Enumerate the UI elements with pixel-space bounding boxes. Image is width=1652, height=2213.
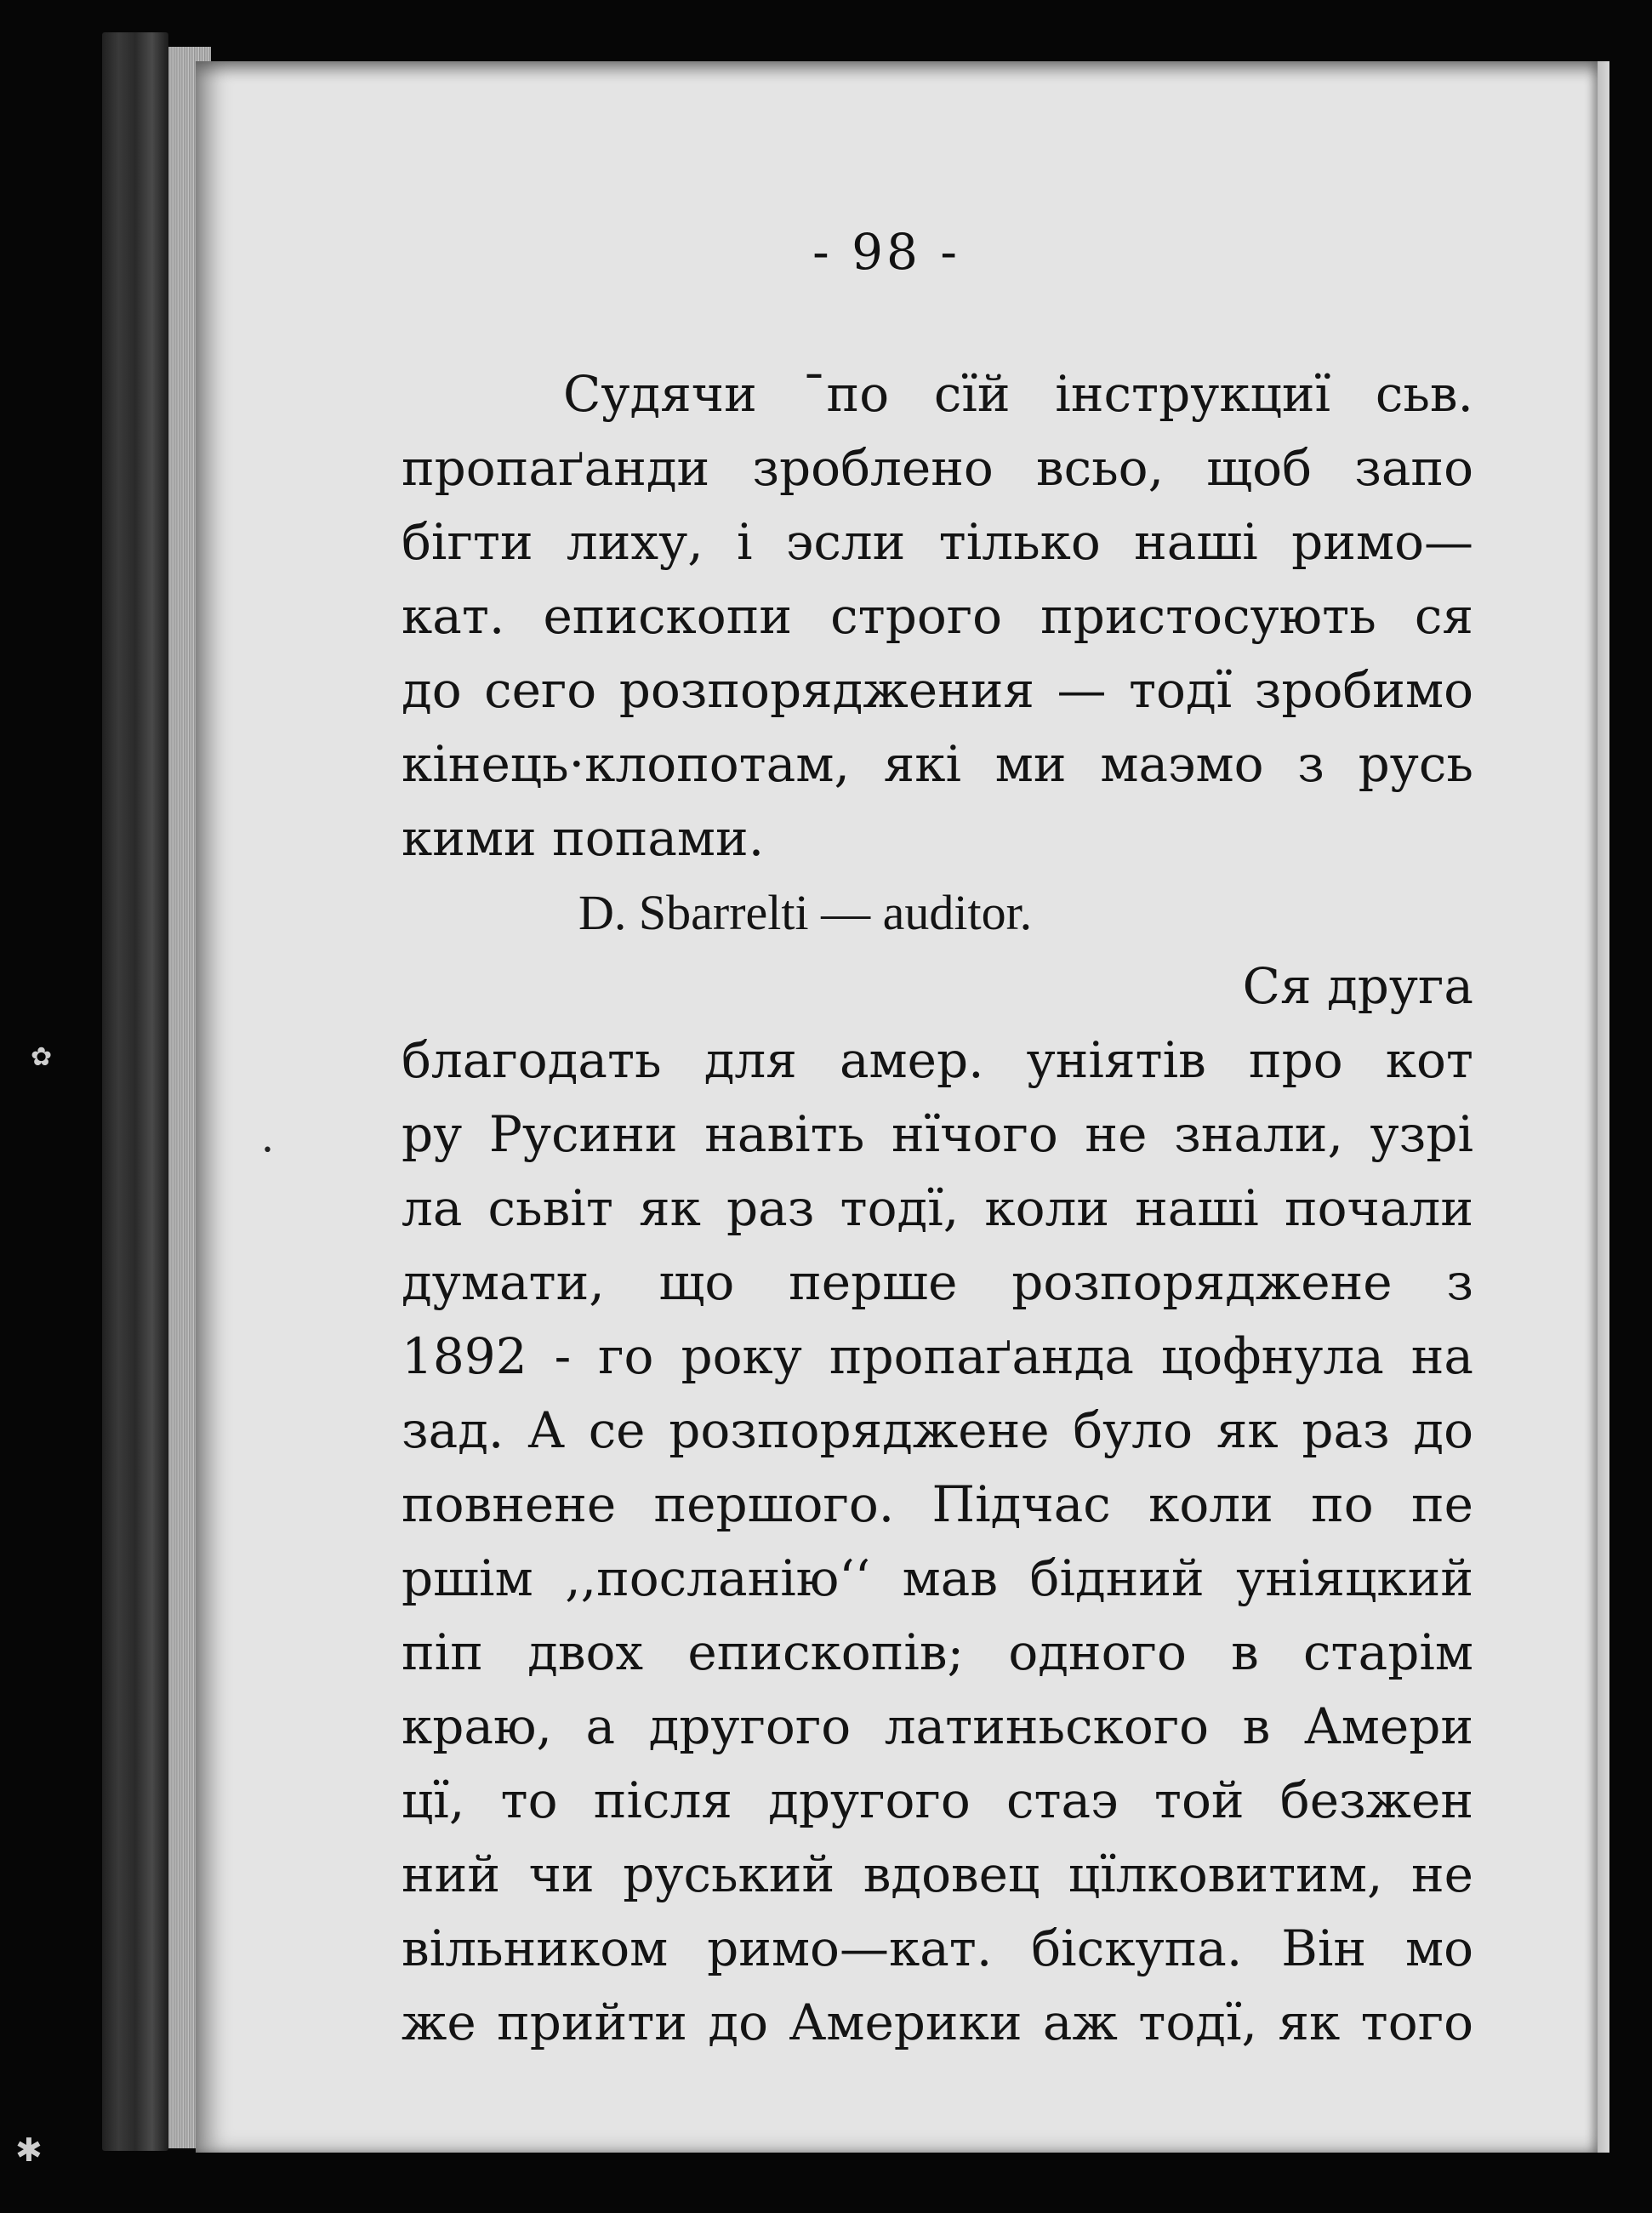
scan-speck-icon: ✿ bbox=[31, 1042, 53, 1072]
text-line: кінець·клопотам, які ми маэмо з русь bbox=[402, 735, 1473, 793]
text-line: кат. епископи строго пристосують ся bbox=[402, 587, 1473, 645]
text-line: бігти лиху, і эсли тілько наші римо— bbox=[402, 513, 1473, 571]
scan-speck-icon: • bbox=[262, 1140, 273, 1161]
text-line: Судячи ¯по сїй інструкциї сьв. bbox=[563, 365, 1473, 423]
text-line: ний чи руський вдовец цїлковитим, не bbox=[402, 1845, 1473, 1903]
text-line: вільником римо—кат. біскупа. Він мо bbox=[402, 1919, 1473, 1977]
text-line: кими попами. bbox=[402, 809, 765, 867]
text-line: ла сьвіт як раз тодї, коли наші почали bbox=[402, 1179, 1473, 1237]
text-line: думати, що перше розпоряджене з bbox=[402, 1253, 1473, 1311]
text-line: Ся друга bbox=[1242, 957, 1473, 1015]
text-line: цї, то після другого стаэ той безжен bbox=[402, 1771, 1473, 1829]
text-line: краю, а другого латиньского в Амери bbox=[402, 1697, 1473, 1755]
text-line: благодать для амер. уніятів про кот bbox=[402, 1031, 1473, 1089]
text-line: до сего розпоряджения — тодї зробимо bbox=[402, 661, 1473, 719]
text-line: ру Русини навіть нїчого не знали, узрі bbox=[402, 1105, 1473, 1163]
text-line: ршім ,,посланію‘‘ мав бідний уніяцкий bbox=[402, 1549, 1473, 1607]
page-number: - 98 - bbox=[812, 223, 960, 281]
text-line: пропаґанди зроблено всьо, щоб запо bbox=[402, 439, 1473, 497]
text-line: 1892 - го року пропаґанда цофнула на bbox=[402, 1327, 1473, 1385]
page-edge bbox=[1598, 61, 1609, 2153]
text-line: же прийти до Америки аж тодї, як того bbox=[402, 1993, 1473, 2051]
text-line: зад. А се розпоряджене було як раз до bbox=[402, 1401, 1473, 1459]
body-text bbox=[402, 357, 1473, 2060]
text-line: повнене першого. Підчас коли по пе bbox=[402, 1475, 1473, 1533]
text-line: піп двох епископів; одного в старім bbox=[402, 1623, 1473, 1681]
scan-speck-icon: ✱ bbox=[15, 2131, 43, 2169]
signature-line: D. Sbarrelti — auditor. bbox=[578, 885, 1033, 940]
book-binding bbox=[102, 32, 168, 2151]
